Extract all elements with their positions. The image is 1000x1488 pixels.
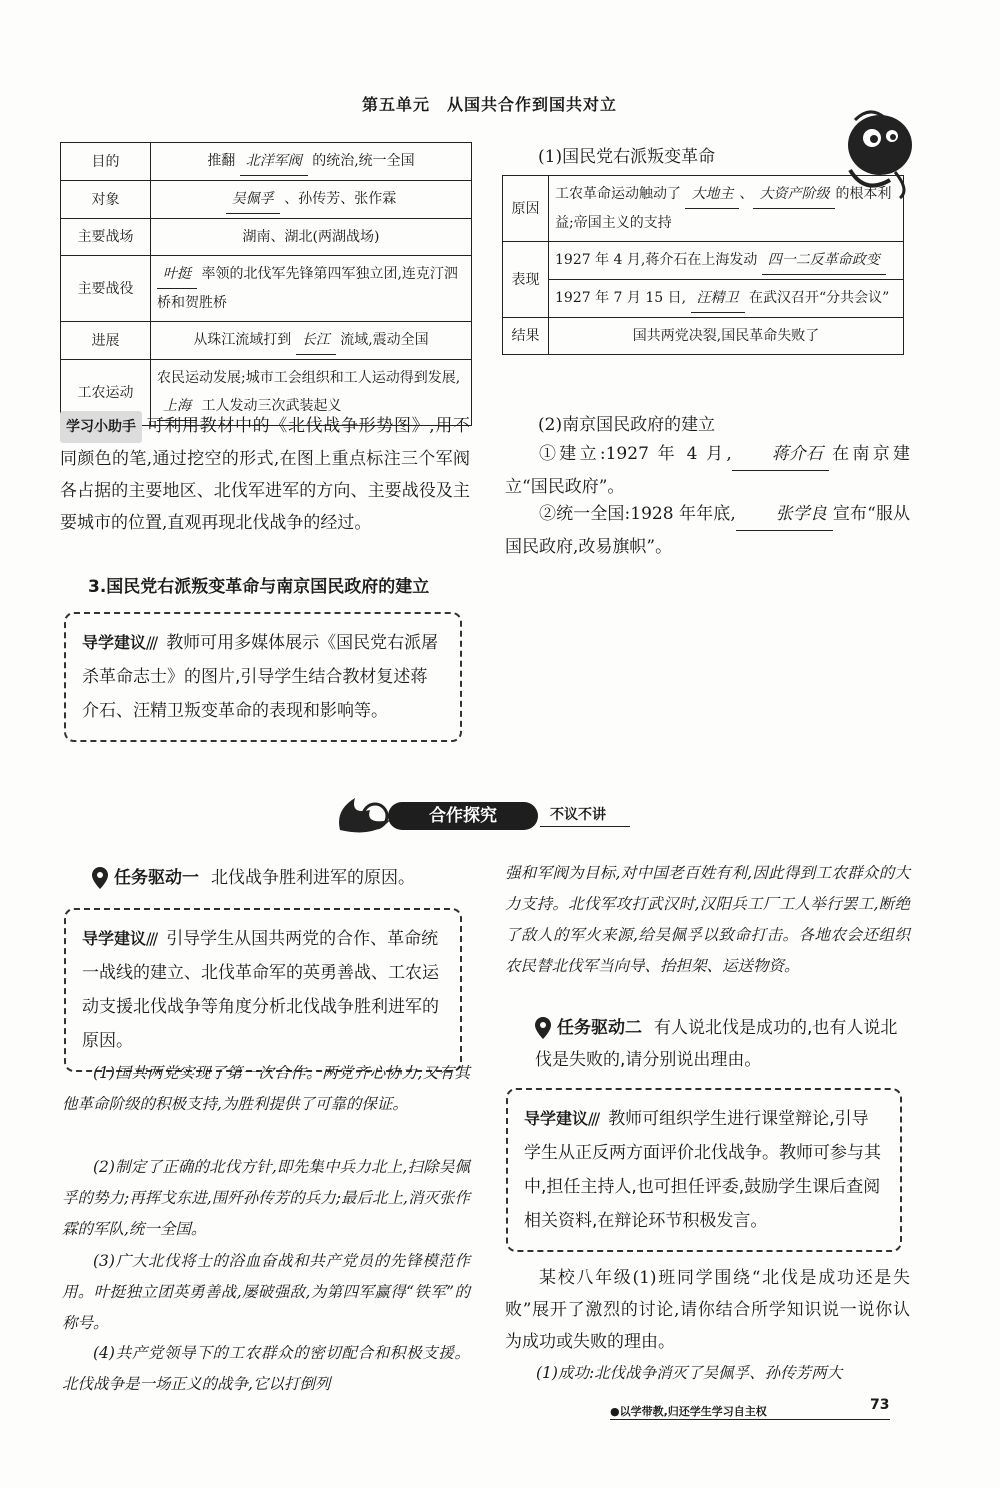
answer-blank: 蒋介石 <box>732 438 829 471</box>
table-row <box>503 318 904 355</box>
text: 1927 年 7 月 15 日, <box>555 290 687 306</box>
guide-text: 教师可组织学生进行课堂辩论,引导学生从正反两方面评价北伐战争。教师可参与其中,担任主持人,也可担任评委,鼓励学生课后查阅相关资料,在辩论环节积极发言。 <box>524 1109 881 1231</box>
footer-slogan: ●以学带教,归还学生学习自主权 <box>610 1405 767 1418</box>
row-label: 结果 <box>503 318 549 355</box>
table-row <box>61 181 472 219</box>
row-label: 对象 <box>61 181 151 219</box>
text: 从珠江流域打到 <box>193 332 292 348</box>
text: 、 <box>739 186 754 202</box>
guide-tag-label: 导学建议 <box>82 929 147 948</box>
text: ①建立:1927 年 4 月, <box>539 444 732 464</box>
answer-blank: 北洋军阀 <box>240 147 308 176</box>
answer-blank: 汪精卫 <box>691 284 745 313</box>
guide-tag: 导学建议/// <box>524 1109 599 1128</box>
guide-tag: 导学建议/// <box>82 929 157 948</box>
text: 在武汉召开“分共会议” <box>748 290 890 306</box>
task-2-prompt: 某校八年级(1)班同学围绕“北伐是成功还是失败”展开了激烈的讨论,请你结合所学知识说一说你认为成功或失败的理由。 <box>505 1268 910 1352</box>
text: 的统治,统一全国 <box>312 153 415 169</box>
row-content: 湖南、湖北(两湖战场) <box>151 219 472 256</box>
row-label: 工农运动 <box>61 360 151 426</box>
table-row <box>503 280 904 318</box>
row-content <box>151 143 472 181</box>
banner-subtitle: 不议不讲 <box>550 807 606 823</box>
answer-3: (3)广大北伐将士的浴血奋战和共产党员的先锋模范作用。叶挺独立团英勇善战,屡破强敌,为第四军赢得“铁军”的称号。 <box>62 1252 470 1332</box>
table-row <box>61 143 472 181</box>
guide-tag-label: 导学建议 <box>524 1109 589 1128</box>
answer-4: (4)共产党领导下的工农群众的密切配合和积极支援。北伐战争是一场正义的战争,它以打倒列 <box>62 1344 470 1393</box>
text: 、孙传芳、张作霖 <box>284 191 397 207</box>
row-label: 表现 <box>503 242 549 318</box>
answer-blank: 吴佩孚 <box>226 185 280 214</box>
kmt-betrayal-table <box>502 175 904 355</box>
nanjing-item-1 <box>505 438 910 503</box>
row-label: 主要战场 <box>61 219 151 256</box>
row-content <box>151 256 472 322</box>
row-content <box>151 181 472 219</box>
answer-blank: 长江 <box>296 326 336 355</box>
text: 的根本利益;帝国主义的支持 <box>555 186 892 231</box>
answer-blank: 张学良 <box>736 498 833 531</box>
row-label: 主要战役 <box>61 256 151 322</box>
page-number: 73 <box>870 1397 890 1413</box>
text: 宣布“服从国民政府,改易旗帜”。 <box>505 504 910 557</box>
answer-blank: 叶挺 <box>157 260 197 289</box>
guide-tag: 导学建议/// <box>82 633 157 652</box>
table-row <box>503 176 904 242</box>
answer-blank: 大资产阶级 <box>753 180 835 209</box>
answer-4-continued: 强和军阀为目标,对中国老百姓有利,因此得到工农群众的大力支持。北伐军攻打武汉时,汉阳兵工厂工人举行罢工,断绝了敌人的军火来源,给吴佩孚以致命打击。各地农会还组织农民替北伐军当向导、抬担架、运送物资。 <box>505 864 910 975</box>
row-content <box>151 322 472 360</box>
guide-tag-label: 导学建议 <box>82 633 147 652</box>
unit-title: 第五单元 从国共合作到国共对立 <box>362 95 618 114</box>
answer-1: (1)国共两党实现了第一次合作。两党齐心协力,又有其他革命阶级的积极支持,为胜利提供了可靠的保证。 <box>62 1064 470 1113</box>
divider <box>540 826 630 827</box>
task-label: 任务驱动二 <box>557 1018 642 1038</box>
answer-blank: 上海 <box>157 392 197 421</box>
task-question: 北伐战争胜利进军的原因。 <box>211 868 415 888</box>
right-heading-1: (1)国民党右派叛变革命 <box>538 147 716 167</box>
page-header <box>0 80 1000 120</box>
task-1-heading <box>92 862 482 894</box>
task-2-heading <box>535 1012 910 1076</box>
answer-blank: 大地主 <box>685 180 739 209</box>
divider <box>610 1419 890 1420</box>
table-row <box>503 242 904 280</box>
nanjing-item-2 <box>505 498 910 563</box>
guide-text: 教师可用多媒体展示《国民党右派屠杀革命志士》的图片,引导学生结合教材复述蒋介石、汪精卫叛变革命的表现和影响等。 <box>82 633 439 721</box>
banner-title: 合作探究 <box>388 802 538 830</box>
text: 在南京建立“国民政府”。 <box>505 444 910 497</box>
task-question: 有人说北伐是成功的,也有人说北伐是失败的,请分别说出理由。 <box>535 1018 898 1070</box>
guide-text: 引导学生从国共两党的合作、革命统一战线的建立、北伐革命军的英勇善战、工农运动支援北伐战争等角度分析北伐战争胜利进军的原因。 <box>82 929 439 1051</box>
row-label: 原因 <box>503 176 549 242</box>
page-footer <box>600 1395 930 1425</box>
guide-box-3 <box>506 1088 902 1252</box>
text: 率领的北伐军先锋第四军独立团,连克汀泗桥和贺胜桥 <box>157 266 458 311</box>
right-heading-2: (2)南京国民政府的建立 <box>538 415 716 435</box>
northern-expedition-table <box>60 142 472 426</box>
text: 流域,震动全国 <box>340 332 429 348</box>
section-3-heading: 3.国民党右派叛变革命与南京国民政府的建立 <box>88 577 430 597</box>
text: 1927 年 4 月,蒋介石在上海发动 <box>555 252 758 268</box>
text: 农民运动发展;城市工会组织和工人运动得到发展, <box>157 370 461 386</box>
row-content <box>549 280 904 318</box>
helper-badge: 学习小助手 <box>60 411 142 443</box>
study-helper <box>60 410 470 539</box>
text: 工人发动三次武装起义 <box>201 398 342 414</box>
text: ②统一全国:1928 年年底, <box>539 504 736 524</box>
location-pin-icon <box>535 1017 551 1039</box>
location-pin-icon <box>92 867 108 889</box>
guide-box-1 <box>64 612 462 742</box>
row-content <box>549 242 904 280</box>
row-content: 国共两党决裂,国民革命失败了 <box>549 318 904 355</box>
table-row <box>61 322 472 360</box>
row-label: 进展 <box>61 322 151 360</box>
cooperation-banner <box>330 790 640 840</box>
text: 工农革命运动触动了 <box>555 186 681 202</box>
text: 推翻 <box>207 153 236 169</box>
table-row <box>61 219 472 256</box>
task-2-answer: (1)成功:北伐战争消灭了吴佩孚、孙传芳两大 <box>536 1364 843 1382</box>
row-label: 目的 <box>61 143 151 181</box>
row-content <box>549 176 904 242</box>
helper-text: 可利用教材中的《北伐战争形势图》,用不同颜色的笔,通过挖空的形式,在图上重点标注三个军阀各占据的主要地区、北伐军进军的方向、主要战役及主要城市的位置,直观再现北伐战争的经过。 <box>60 416 470 533</box>
answer-2: (2)制定了正确的北伐方针,即先集中兵力北上,扫除吴佩孚的势力;再挥戈东进,围歼孙传芳的兵力;最后北上,消灭张作霖的军队,统一全国。 <box>62 1158 470 1238</box>
guide-box-2 <box>64 908 462 1072</box>
task-label: 任务驱动一 <box>114 868 199 888</box>
answer-blank: 四一二反革命政变 <box>762 246 886 275</box>
table-row <box>61 256 472 322</box>
